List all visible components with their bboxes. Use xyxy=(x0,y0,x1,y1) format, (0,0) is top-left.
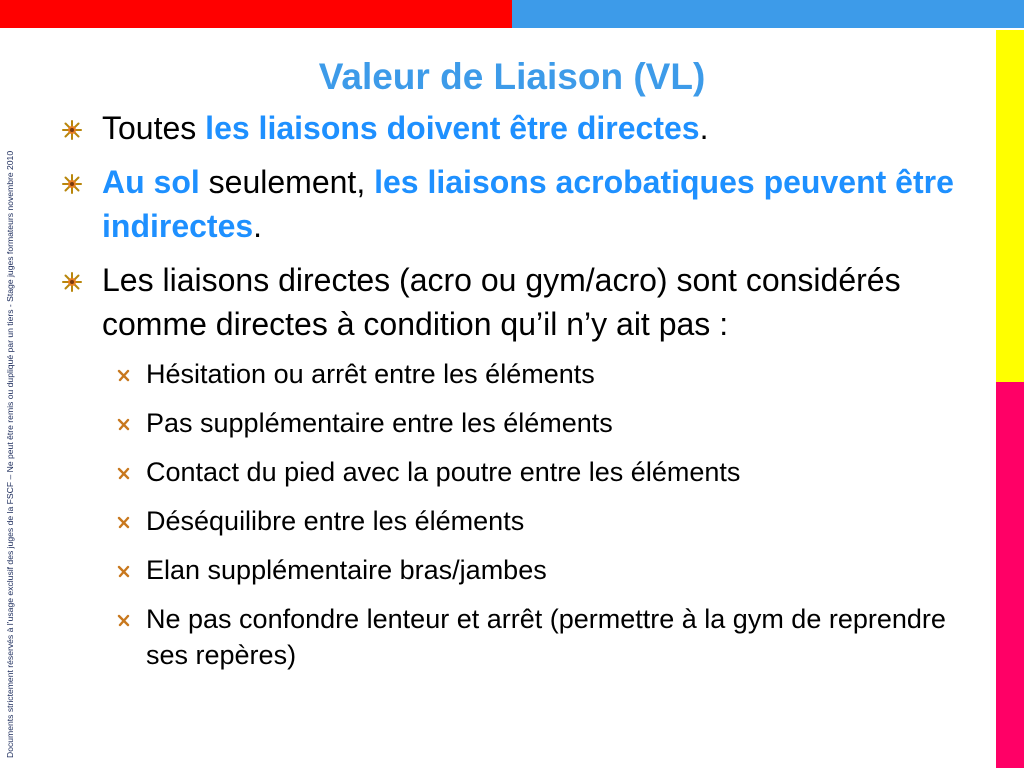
star-burst-icon xyxy=(62,120,82,140)
sub-bullet-text: Hésitation ou arrêt entre les éléments xyxy=(146,359,595,389)
bullet-text-highlight: Au sol xyxy=(102,164,200,200)
top-right-color-bar xyxy=(512,0,1024,28)
star-burst-icon xyxy=(62,272,82,292)
sub-bullet-list xyxy=(60,356,980,673)
sub-bullet-text: Contact du pied avec la poutre entre les éléments xyxy=(146,457,741,487)
sub-bullet-text: Ne pas confondre lenteur et arrêt (permettre à la gym de reprendre ses repères) xyxy=(146,604,946,670)
star-burst-icon xyxy=(62,174,82,194)
bullet-item xyxy=(60,258,980,346)
sub-bullet-text: Déséquilibre entre les éléments xyxy=(146,506,525,536)
x-mark-icon xyxy=(116,416,132,432)
bullet-item xyxy=(60,160,980,248)
sub-bullet-text: Elan supplémentaire bras/jambes xyxy=(146,555,547,585)
sub-bullet-item xyxy=(60,552,980,588)
bullet-text-plain: Les liaisons directes (acro ou gym/acro) sont considérés comme directes à condition qu’il n’y ait pas : xyxy=(102,262,901,342)
sub-bullet-text: Pas supplémentaire entre les éléments xyxy=(146,408,613,438)
x-mark-icon xyxy=(116,514,132,530)
sub-bullet-item xyxy=(60,601,980,673)
x-mark-icon xyxy=(116,367,132,383)
top-left-color-bar xyxy=(0,0,512,28)
side-pink-bar xyxy=(996,382,1024,768)
slide-content xyxy=(60,106,980,686)
bullet-text-highlight: les liaisons acrobatiques peuvent être indirectes xyxy=(102,164,954,244)
bullet-text-plain: Toutes xyxy=(102,110,206,146)
x-mark-icon xyxy=(116,612,132,628)
bullet-text-plain: . xyxy=(699,110,709,146)
sub-bullet-item xyxy=(60,356,980,392)
sub-bullet-item xyxy=(60,405,980,441)
bullet-item xyxy=(60,106,980,150)
bullet-text-highlight: les liaisons doivent être directes xyxy=(205,110,700,146)
sub-bullet-item xyxy=(60,454,980,490)
vertical-side-note: Documents strictement réservés à l’usage exclusif des juges de la FSCF – Ne peut être remis ou dupliqué par un tiers - Stage juges formateurs novembre 2010 xyxy=(5,150,15,758)
x-mark-icon xyxy=(116,563,132,579)
bullet-text-plain: . xyxy=(253,208,263,244)
sub-bullet-item xyxy=(60,503,980,539)
slide-title: Valeur de Liaison (VL) xyxy=(318,56,706,97)
x-mark-icon xyxy=(116,465,132,481)
bullet-text-plain: seulement, xyxy=(199,164,375,200)
